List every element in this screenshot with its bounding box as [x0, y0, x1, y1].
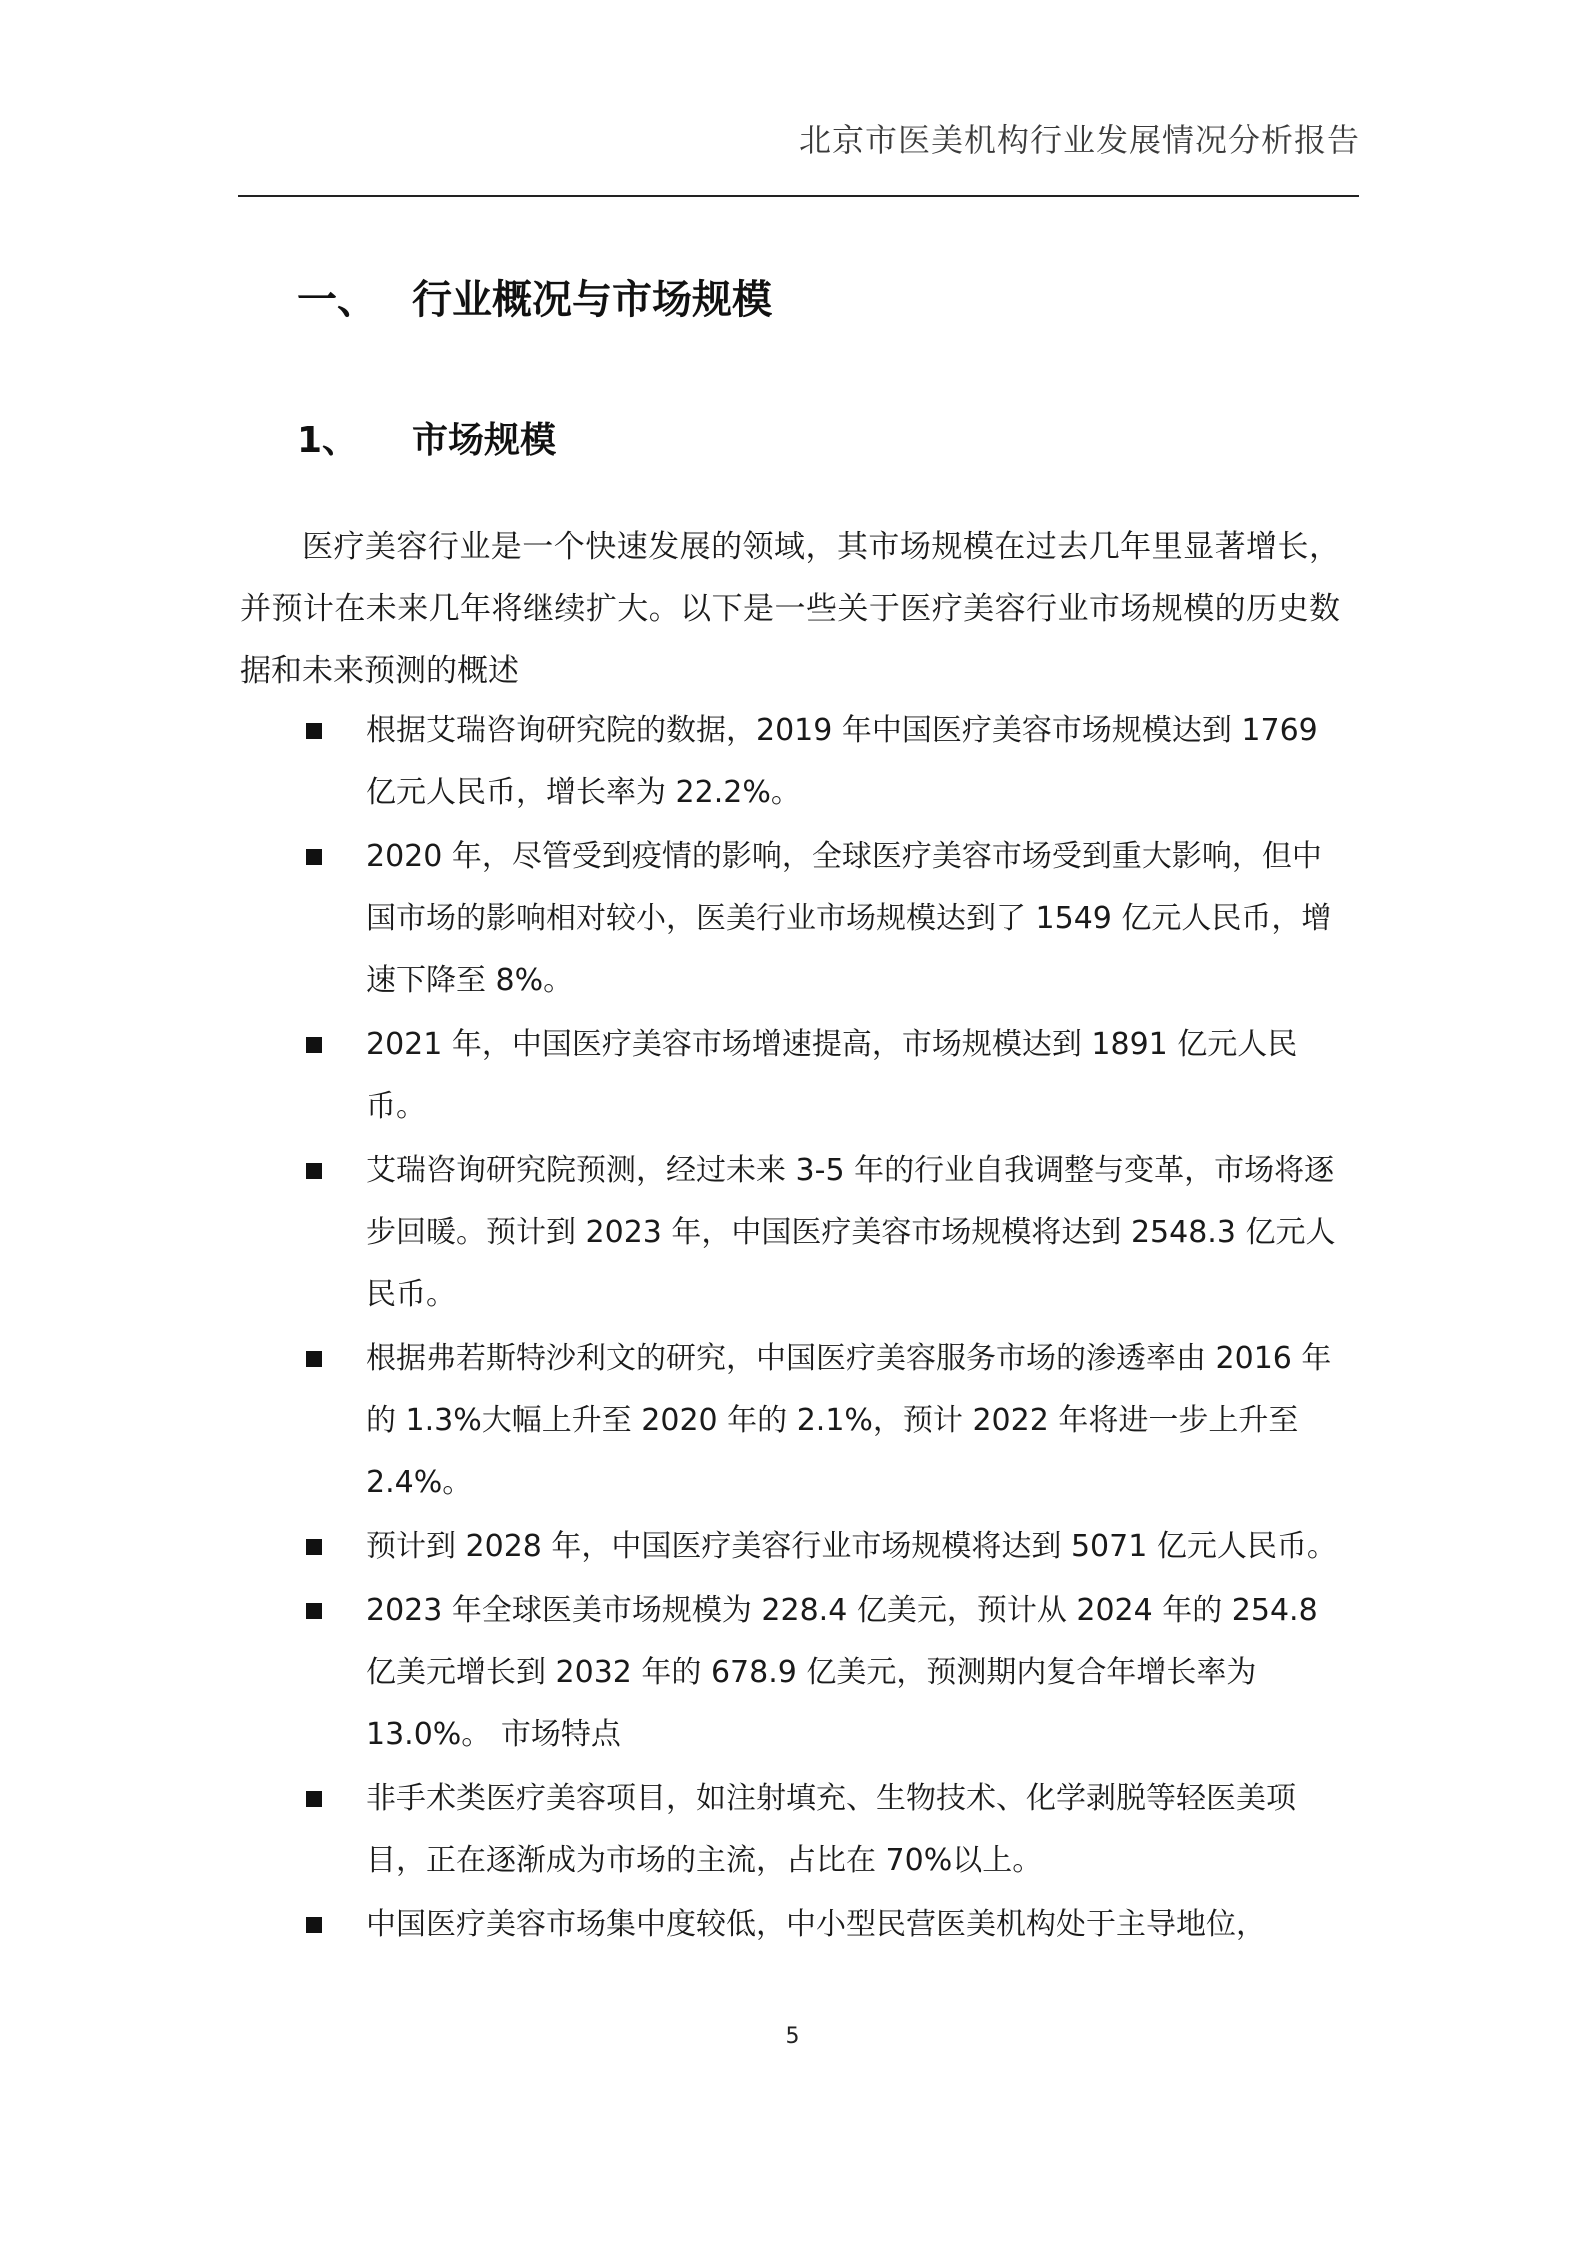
- subsection-title: 市场规模: [412, 420, 557, 461]
- bullet-text: 非手术类医疗美容项目，如注射填充、生物技术、化学剥脱等轻医美项目，正在逐渐成为市场的主流，占比在 70%以上。: [366, 1781, 1296, 1878]
- bullet-text: 艾瑞咨询研究院预测，经过未来 3-5 年的行业自我调整与变革，市场将逐步回暖。预计到 2023 年，中国医疗美容市场规模将达到 2548.3 亿元人民币。: [366, 1153, 1336, 1312]
- bullet-text: 根据弗若斯特沙利文的研究，中国医疗美容服务市场的渗透率由 2016 年的 1.3%大幅上升至 2020 年的 2.1%，预计 2022 年将进一步上升至 2.4%。: [366, 1341, 1332, 1500]
- bullet-item: [240, 1140, 1350, 1326]
- bullet-list: [240, 700, 1350, 1958]
- square-bullet-icon: [306, 1917, 322, 1933]
- bullet-text: 2020 年，尽管受到疫情的影响，全球医疗美容市场受到重大影响，但中国市场的影响相对较小，医美行业市场规模达到了 1549 亿元人民币，增速下降至 8%。: [366, 839, 1332, 998]
- square-bullet-icon: [306, 849, 322, 865]
- square-bullet-icon: [306, 1163, 322, 1179]
- subsection-number: 1、: [297, 420, 359, 461]
- section-title: 行业概况与市场规模: [412, 277, 772, 323]
- page-number: 5: [785, 2024, 800, 2049]
- square-bullet-icon: [306, 1351, 322, 1367]
- square-bullet-icon: [306, 1603, 322, 1619]
- bullet-item: [240, 1894, 1350, 1956]
- bullet-item: [240, 1580, 1350, 1766]
- bullet-text: 根据艾瑞咨询研究院的数据，2019 年中国医疗美容市场规模达到 1769 亿元人民币，增长率为 22.2%。: [366, 713, 1318, 810]
- intro-paragraph: 医疗美容行业是一个快速发展的领域，其市场规模在过去几年里显著增长，并预计在未来几年将继续扩大。以下是一些关于医疗美容行业市场规模的历史数据和未来预测的概述: [240, 529, 1340, 689]
- bullet-item: [240, 1516, 1350, 1578]
- bullet-text: 2021 年，中国医疗美容市场增速提高，市场规模达到 1891 亿元人民币。: [366, 1027, 1298, 1124]
- bullet-item: [240, 826, 1350, 1012]
- bullet-item: [240, 700, 1350, 824]
- bullet-item: [240, 1768, 1350, 1892]
- square-bullet-icon: [306, 723, 322, 739]
- square-bullet-icon: [306, 1539, 322, 1555]
- bullet-item: [240, 1014, 1350, 1138]
- header-rule: [238, 195, 1359, 197]
- running-header: 北京市医美机构行业发展情况分析报告: [798, 121, 1360, 159]
- bullet-item: [240, 1328, 1350, 1514]
- bullet-text: 预计到 2028 年，中国医疗美容行业市场规模将达到 5071 亿元人民币。: [366, 1529, 1337, 1564]
- bullet-text: 中国医疗美容市场集中度较低，中小型民营医美机构处于主导地位，: [366, 1907, 1266, 1942]
- square-bullet-icon: [306, 1791, 322, 1807]
- bullet-text: 2023 年全球医美市场规模为 228.4 亿美元，预计从 2024 年的 254.8 亿美元增长到 2032 年的 678.9 亿美元，预测期内复合年增长率为 13.0%。 市场特点: [366, 1593, 1318, 1752]
- section-number: 一、: [297, 277, 377, 323]
- square-bullet-icon: [306, 1037, 322, 1053]
